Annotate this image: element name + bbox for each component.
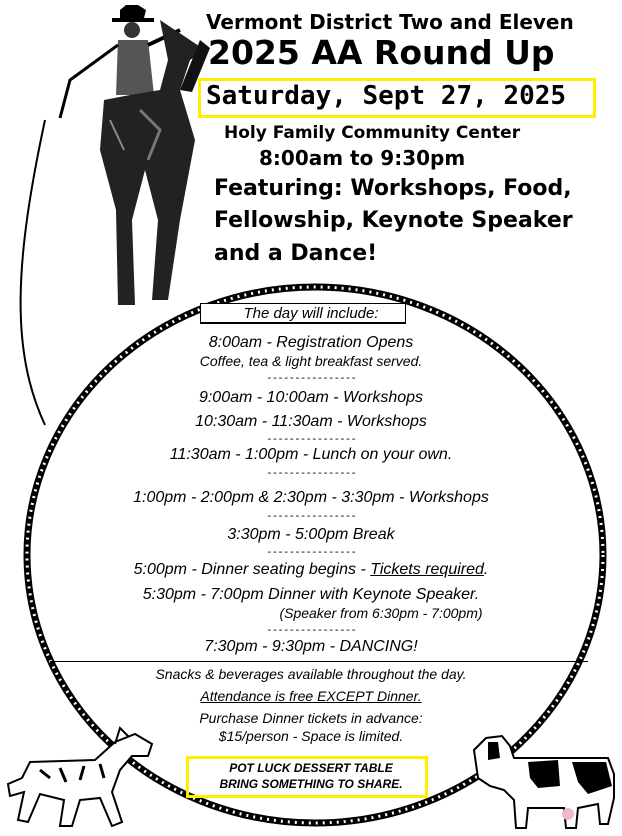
tickets-required: Tickets required	[370, 561, 484, 578]
breakfast: Coffee, tea & light breakfast served.	[199, 353, 423, 369]
workshop-1: 9:00am - 10:00am - Workshops	[198, 389, 424, 406]
featuring-line-3: and a Dance!	[214, 241, 378, 266]
ticket-price: $15/person - Space is limited.	[218, 728, 404, 744]
venue: Holy Family Community Center	[224, 123, 521, 143]
workshop-2: 10:30am - 11:30am - Workshops	[195, 413, 427, 430]
dinner-seating-line	[0, 561, 622, 579]
attendance: Attendance is free EXCEPT Dinner.	[200, 688, 422, 704]
speaker-time: (Speaker from 6:30pm - 7:00pm)	[279, 605, 483, 621]
dinner-seating: 5:00pm - Dinner seating begins -	[133, 561, 371, 578]
divider-2: ----------------	[266, 432, 356, 445]
cowboy-horse-illustration	[40, 0, 210, 320]
tickets-period: .	[483, 561, 489, 578]
featuring-line-1: Featuring: Workshops, Food,	[214, 176, 572, 201]
districts-heading: Vermont District Two and Eleven	[206, 10, 574, 34]
dancing: 7:30pm - 9:30pm - DANCING!	[204, 638, 418, 655]
purchase-tickets: Purchase Dinner tickets in advance:	[199, 710, 423, 726]
section-divider-line	[50, 661, 588, 662]
event-hours: 8:00am to 9:30pm	[259, 146, 466, 170]
divider-3: ----------------	[266, 466, 356, 479]
break: 3:30pm - 5:00pm Break	[227, 526, 395, 543]
workshop-3: 1:00pm - 2:00pm & 2:30pm - 3:30pm - Workshops	[133, 489, 489, 506]
potluck-line-1: POT LUCK DESSERT TABLE	[229, 761, 393, 775]
potluck-line-2: BRING SOMETHING TO SHARE.	[219, 777, 403, 791]
divider-1: ----------------	[266, 371, 356, 384]
divider-5: ----------------	[266, 545, 356, 558]
dinner: 5:30pm - 7:00pm Dinner with Keynote Speaker.	[142, 586, 480, 603]
registration: 8:00am - Registration Opens	[208, 334, 414, 351]
divider-4: ----------------	[266, 509, 356, 522]
snacks: Snacks & beverages available throughout the day.	[155, 666, 467, 682]
featuring-line-2: Fellowship, Keynote Speaker	[214, 208, 573, 233]
divider-6: ----------------	[266, 623, 356, 636]
event-title: 2025 AA Round Up	[208, 33, 555, 72]
event-date: Saturday, Sept 27, 2025	[206, 81, 567, 111]
schedule-intro: The day will include:	[243, 305, 379, 322]
lunch: 11:30am - 1:00pm - Lunch on your own.	[169, 446, 453, 463]
